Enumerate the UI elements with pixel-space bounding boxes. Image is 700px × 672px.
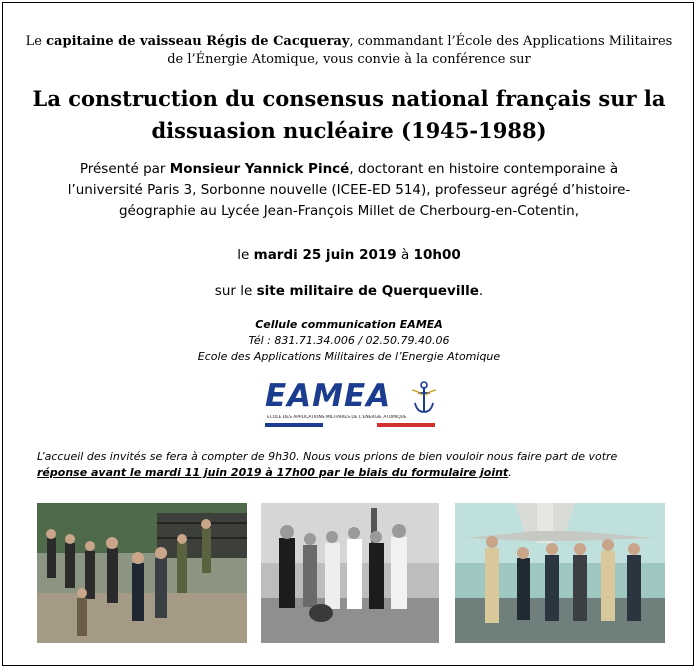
photo-officials-walking xyxy=(37,503,247,643)
intro-line-1: Le capitaine de vaisseau Régis de Cacqueray, commandant l’École des Applications Militaires xyxy=(25,34,673,49)
notice-line-2: réponse avant le mardi 11 juin 2019 à 17h00 par le biais du formulaire joint. xyxy=(37,466,512,479)
presenter-line-2: l’université Paris 3, Sorbonne nouvelle (ICEE-ED 514), professeur agrégé d’histoire- xyxy=(67,182,631,198)
event-date: le mardi 25 juin 2019 à 10h00 xyxy=(237,247,461,263)
logo-acronym: EAMEA xyxy=(265,378,392,414)
contact-block xyxy=(3,317,695,365)
contact-phones: Tél : 831.71.34.006 / 02.50.79.40.06 xyxy=(248,334,450,347)
presenter-line-1: Présenté par Monsieur Yannick Pincé, doctorant en histoire contemporaine à xyxy=(79,161,619,177)
logo-tricolor-stripe xyxy=(265,423,435,427)
photo-officers-aircraft xyxy=(455,503,665,643)
time-value: 10h00 xyxy=(413,247,461,263)
intro-line-2: de l’Énergie Atomique, vous convie à la conférence sur xyxy=(167,52,531,67)
photo-officers-deck xyxy=(261,503,439,643)
invitation-card xyxy=(2,2,694,666)
anchor-wings-icon xyxy=(411,381,437,415)
site-name: site militaire de Querqueville xyxy=(256,283,479,299)
host-name: capitaine de vaisseau Régis de Cacqueray xyxy=(46,34,350,49)
contact-school: Ecole des Applications Militaires de l’Energie Atomique xyxy=(197,350,501,363)
eamea-logo xyxy=(265,379,437,429)
date-value: mardi 25 juin 2019 xyxy=(253,247,397,263)
conference-title: La construction du consensus national français sur la dissuasion nucléaire (1945-1988) xyxy=(32,86,666,143)
logo-subtitle: ÉCOLE DES APPLICATIONS MILITAIRES DE L'ÉNERGIE ATOMIQUE xyxy=(267,415,407,420)
event-location: sur le site militaire de Querqueville. xyxy=(214,283,484,299)
presenter-name: Monsieur Yannick Pincé xyxy=(169,161,350,177)
presenter-line-3: géographie au Lycée Jean-François Millet de Cherbourg-en-Cotentin, xyxy=(118,203,580,219)
intro-text xyxy=(3,33,695,69)
presenter-text xyxy=(3,159,695,222)
contact-unit: Cellule communication EAMEA xyxy=(255,318,443,331)
rsvp-notice xyxy=(37,449,667,481)
rsvp-deadline: réponse avant le mardi 11 juin 2019 à 17h00 par le biais du formulaire joint xyxy=(37,466,509,479)
notice-line-1: L’accueil des invités se fera à compter de 9h30. Nous vous prions de bien vouloir nous faire part de votre xyxy=(37,450,618,463)
